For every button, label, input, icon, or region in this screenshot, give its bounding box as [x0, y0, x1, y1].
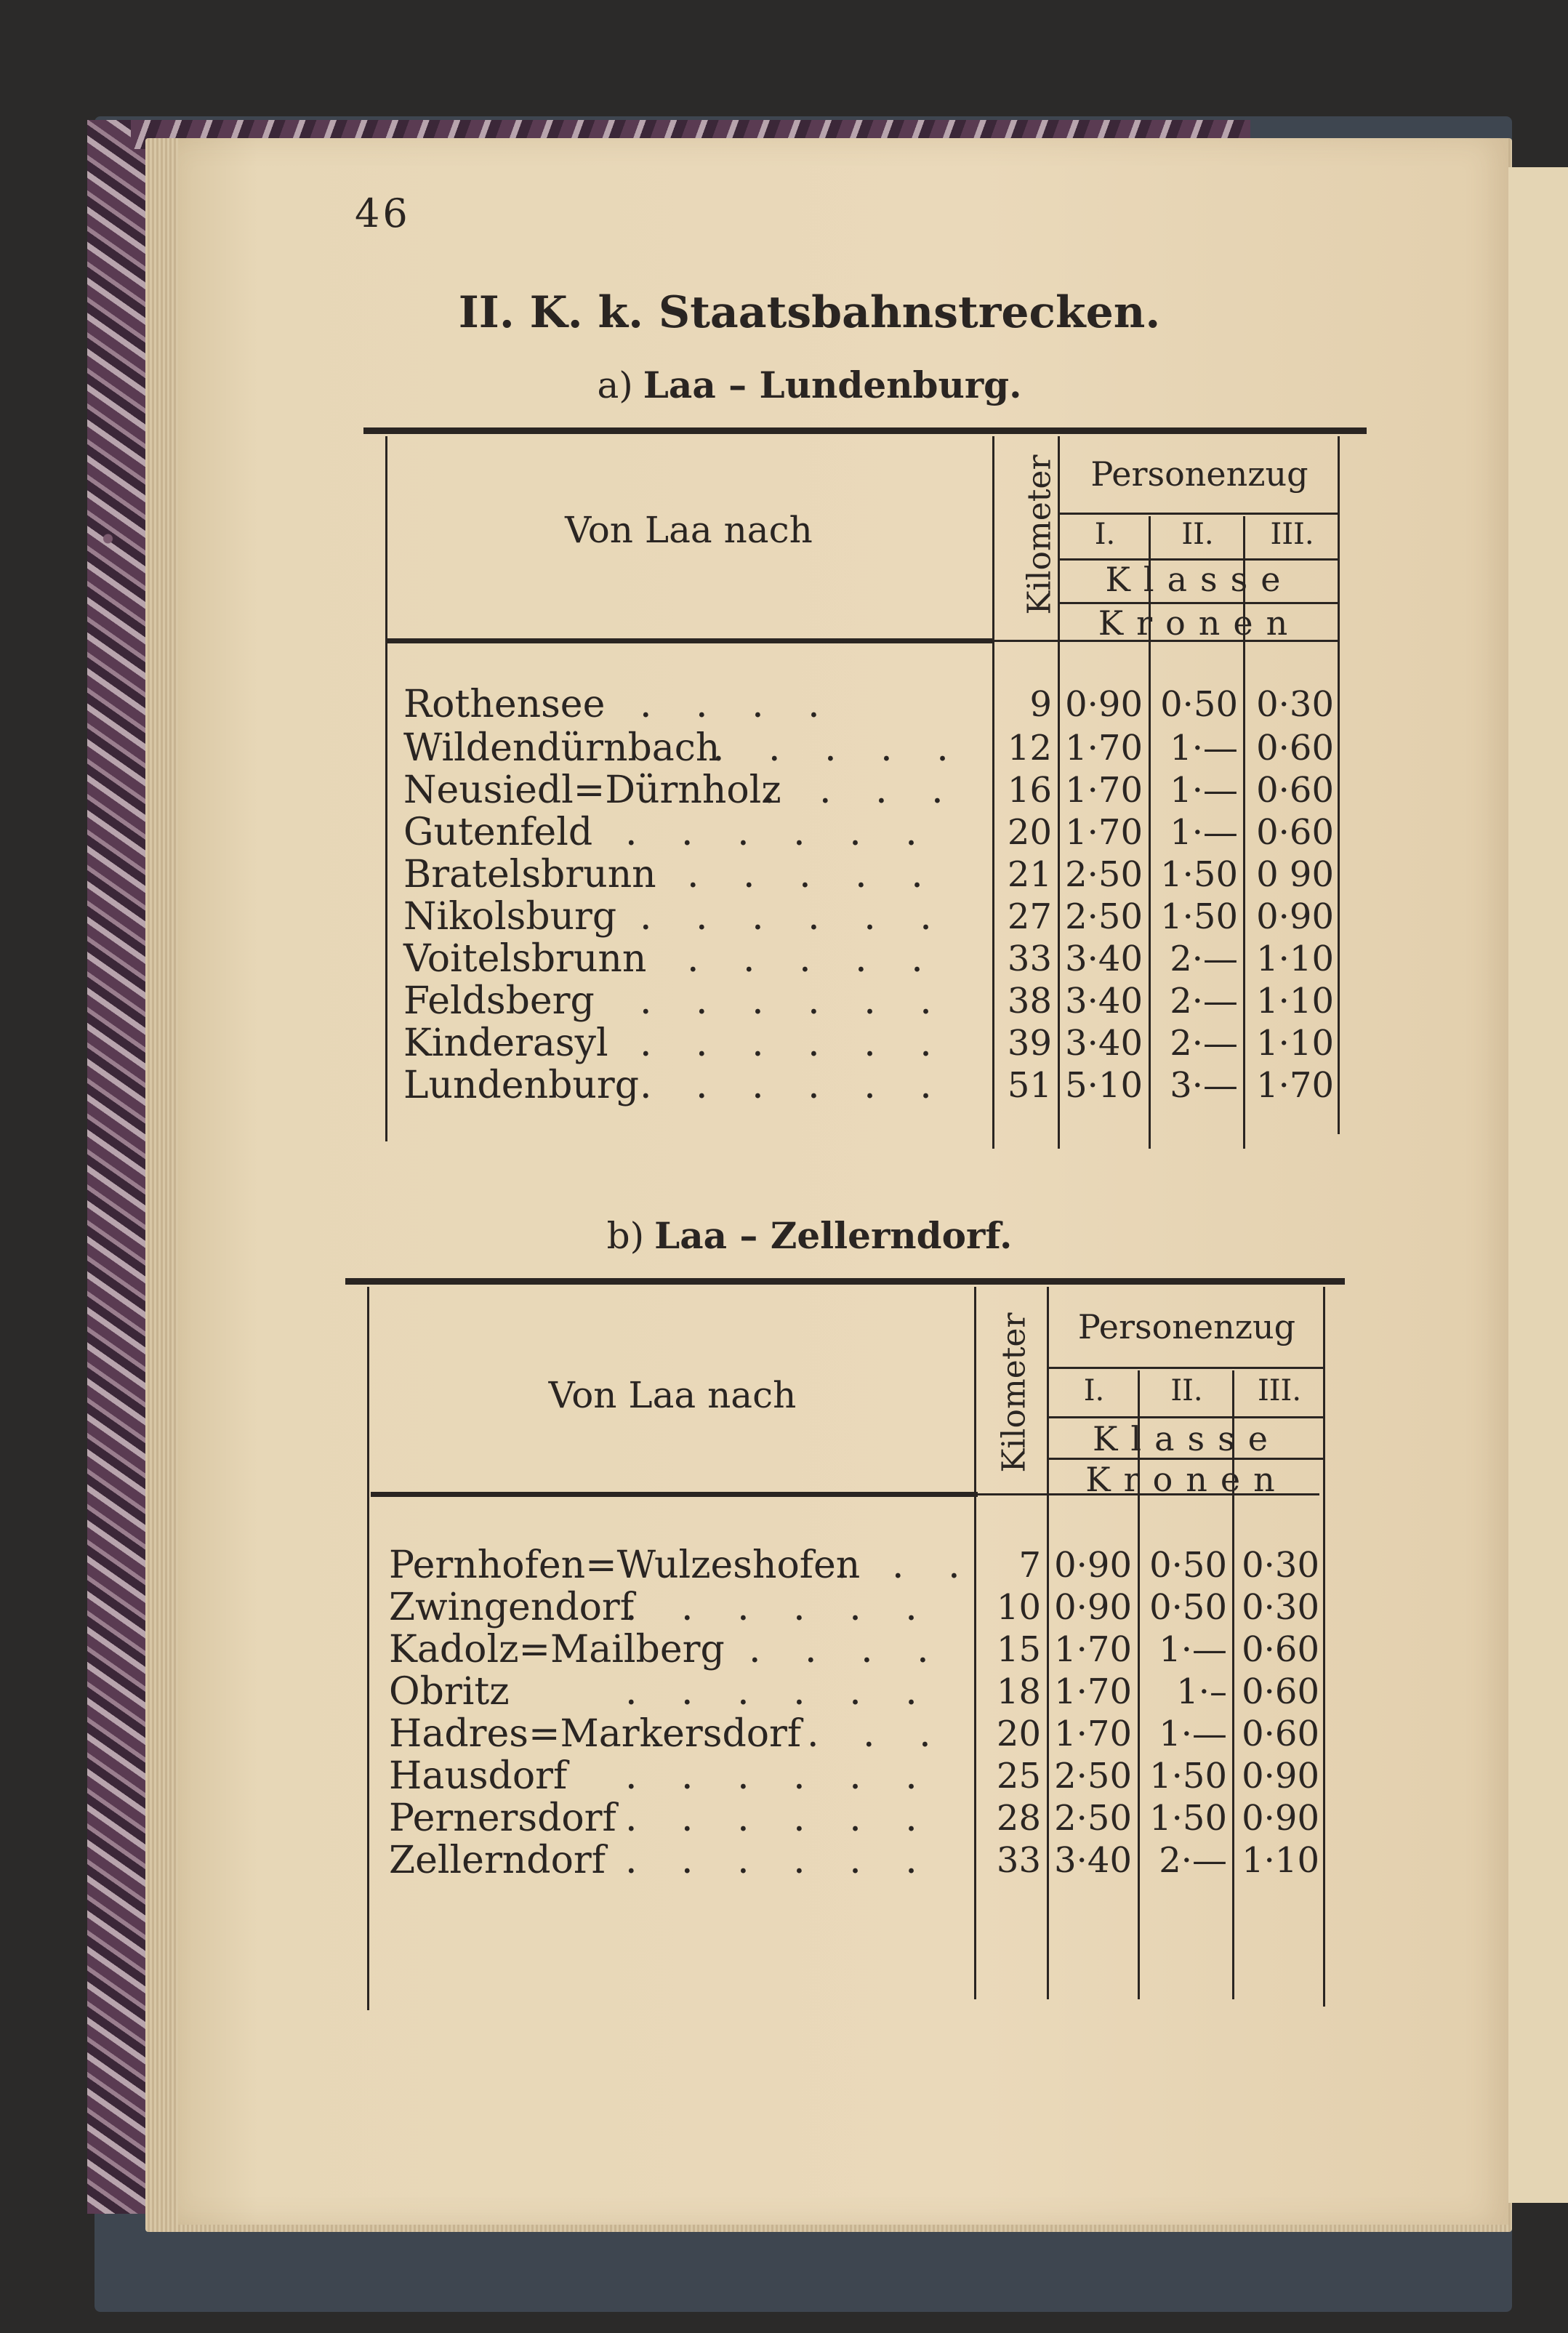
section-b-label: b) [606, 1215, 645, 1257]
kilometer: 10 [996, 1587, 1041, 1628]
header-kronen: Kronen [1098, 603, 1301, 643]
leader-dots: . . . . . [687, 853, 939, 896]
fare-class-1: 2·50 [1065, 896, 1143, 937]
kilometer: 16 [1007, 770, 1052, 811]
header-kronen: Kronen [1085, 1460, 1288, 1499]
kilometer: 33 [996, 1840, 1041, 1881]
destination: Pernersdorf [389, 1796, 616, 1840]
kilometer: 21 [1007, 854, 1052, 895]
fare-class-2: 1·— [1159, 1629, 1227, 1670]
destination: Neusiedl=Dürnholz [403, 768, 781, 812]
fare-class-3: 0·60 [1256, 770, 1334, 811]
leader-dots: . . . . . . [640, 1021, 948, 1065]
fare-class-3: 0·30 [1242, 1545, 1319, 1586]
fare-class-3: 0·60 [1242, 1671, 1319, 1712]
fare-class-2: 1·50 [1160, 896, 1238, 937]
fare-class-1: 2·50 [1054, 1756, 1132, 1796]
page-number: 46 [355, 190, 411, 236]
fare-class-3: 1·70 [1256, 1065, 1334, 1106]
kilometer: 28 [996, 1798, 1041, 1839]
leader-dots: . . . . . . [625, 1839, 933, 1882]
destination: Nikolsburg [403, 895, 617, 939]
header-klasse: Klasse [1105, 560, 1294, 599]
kilometer: 38 [1007, 981, 1052, 1021]
kilometer: 7 [1018, 1545, 1041, 1586]
leader-dots: . . . [836, 1543, 976, 1587]
kilometer: 25 [996, 1756, 1041, 1796]
fare-class-3: 0·60 [1256, 728, 1334, 768]
destination: Rothensee [403, 683, 606, 726]
header-personenzug: Personenzug [1077, 1307, 1296, 1346]
fare-class-2: 2·— [1170, 981, 1238, 1021]
leader-dots: . . . . . . [640, 979, 948, 1023]
leader-dots: . . . . [749, 1628, 945, 1671]
fare-class-1: 3·40 [1054, 1840, 1132, 1881]
fare-class-1: 3·40 [1065, 981, 1143, 1021]
fare-class-3: 0·60 [1242, 1714, 1319, 1754]
fare-class-1: 0·90 [1065, 684, 1143, 725]
fare-class-3: 0·90 [1242, 1798, 1319, 1839]
header-class-3: III. [1270, 518, 1314, 551]
fare-class-1: 2·50 [1054, 1798, 1132, 1839]
destination: Gutenfeld [403, 811, 593, 854]
facing-page-edge [1508, 167, 1568, 2203]
destination: Pernhofen=Wulzeshofen [389, 1543, 861, 1587]
fare-class-3: 0·30 [1242, 1587, 1319, 1628]
fare-class-2: 2·— [1159, 1840, 1227, 1881]
fare-class-3: 0·90 [1256, 896, 1334, 937]
fare-class-2: 3·— [1170, 1065, 1238, 1106]
section-a-label: a) [597, 364, 633, 406]
fare-class-2: 0·50 [1149, 1587, 1227, 1628]
destination: Zwingendorf [389, 1586, 635, 1629]
fare-class-3: 0·90 [1242, 1756, 1319, 1796]
leader-dots: . . . . [763, 768, 960, 812]
fare-class-3: 1·10 [1256, 939, 1334, 979]
fare-class-2: 2·— [1170, 939, 1238, 979]
destination: Lundenburg [403, 1064, 639, 1107]
header-klasse: Klasse [1093, 1419, 1281, 1458]
kilometer: 18 [996, 1671, 1041, 1712]
fare-class-1: 3·40 [1065, 939, 1143, 979]
header-class-2: II. [1170, 1374, 1203, 1408]
fare-class-3: 0·60 [1242, 1629, 1319, 1670]
section-a-heading [0, 364, 1568, 406]
header-class-1: I. [1094, 518, 1116, 551]
fare-class-2: 1·– [1176, 1671, 1227, 1712]
leader-dots: . . . . . [712, 726, 965, 770]
fare-class-2: 1·50 [1149, 1798, 1227, 1839]
kilometer: 33 [1007, 939, 1052, 979]
fare-class-3: 1·10 [1256, 981, 1334, 1021]
fare-class-2: 1·— [1159, 1714, 1227, 1754]
fare-class-1: 0·90 [1054, 1545, 1132, 1586]
fare-class-3: 0 90 [1256, 854, 1334, 895]
fare-class-2: 1·— [1170, 770, 1238, 811]
destination: Zellerndorf [389, 1839, 606, 1882]
header-personenzug: Personenzug [1090, 454, 1308, 494]
fare-class-1: 5·10 [1065, 1065, 1143, 1106]
leader-dots: . . . [807, 1712, 947, 1756]
destination: Feldsberg [403, 979, 595, 1023]
kilometer: 20 [1007, 812, 1052, 853]
section-b-heading [0, 1214, 1568, 1257]
header-class-2: II. [1181, 518, 1214, 551]
leader-dots: . . . . . . [625, 811, 933, 854]
destination: Obritz [389, 1670, 510, 1714]
kilometer: 51 [1007, 1065, 1052, 1106]
destination: Kinderasyl [403, 1021, 608, 1065]
section-a-title: Laa – Lundenburg. [643, 364, 1022, 406]
section-b-title: Laa – Zellerndorf. [654, 1214, 1013, 1257]
fare-class-1: 1·70 [1065, 770, 1143, 811]
fare-class-3: 0·60 [1256, 812, 1334, 853]
kilometer: 39 [1007, 1023, 1052, 1064]
fare-class-2: 1·— [1170, 728, 1238, 768]
leader-dots: . . . . [640, 683, 836, 726]
leader-dots: . . . . . . [640, 895, 948, 939]
fare-class-2: 1·50 [1160, 854, 1238, 895]
fare-class-1: 1·70 [1054, 1671, 1132, 1712]
destination: Hadres=Markersdorf [389, 1712, 802, 1756]
destination: Hausdorf [389, 1754, 568, 1798]
kilometer: 15 [996, 1629, 1041, 1670]
leader-dots: . . . . . [687, 937, 939, 981]
header-from: Von Laa nach [565, 509, 813, 551]
fare-class-2: 1·50 [1149, 1756, 1227, 1796]
leader-dots: . . . . . . [625, 1586, 933, 1629]
book-page [178, 138, 1508, 2225]
fare-class-2: 2·— [1170, 1023, 1238, 1064]
kilometer: 9 [1029, 684, 1052, 725]
fare-class-1: 1·70 [1054, 1629, 1132, 1670]
fare-class-3: 1·10 [1256, 1023, 1334, 1064]
fare-class-1: 3·40 [1065, 1023, 1143, 1064]
leader-dots: . . . . . . [625, 1670, 933, 1714]
fare-class-1: 2·50 [1065, 854, 1143, 895]
fare-class-1: 1·70 [1065, 728, 1143, 768]
fare-class-1: 1·70 [1065, 812, 1143, 853]
header-class-3: III. [1257, 1374, 1302, 1408]
header-class-1: I. [1083, 1374, 1105, 1408]
fare-class-1: 1·70 [1054, 1714, 1132, 1754]
destination: Wildendürnbach [403, 726, 720, 770]
kilometer: 20 [996, 1714, 1041, 1754]
fare-class-3: 0·30 [1256, 684, 1334, 725]
kilometer: 27 [1007, 896, 1052, 937]
fare-class-2: 1·— [1170, 812, 1238, 853]
fare-class-2: 0·50 [1160, 684, 1238, 725]
leader-dots: . . . . . . [625, 1796, 933, 1840]
header-from: Von Laa nach [548, 1374, 797, 1416]
fare-class-2: 0·50 [1149, 1545, 1227, 1586]
leader-dots: . . . . . . [640, 1064, 948, 1107]
header-kilometer: Kilometer [1021, 454, 1058, 615]
destination: Kadolz=Mailberg [389, 1628, 725, 1671]
fare-class-1: 0·90 [1054, 1587, 1132, 1628]
page-title: II. K. k. Staatsbahnstrecken. [458, 287, 1161, 338]
destination: Voitelsbrunn [403, 937, 647, 981]
leader-dots: . . . . . . [625, 1754, 933, 1798]
destination: Bratelsbrunn [403, 853, 656, 896]
header-kilometer: Kilometer [995, 1312, 1033, 1473]
fare-class-3: 1·10 [1242, 1840, 1319, 1881]
kilometer: 12 [1007, 728, 1052, 768]
